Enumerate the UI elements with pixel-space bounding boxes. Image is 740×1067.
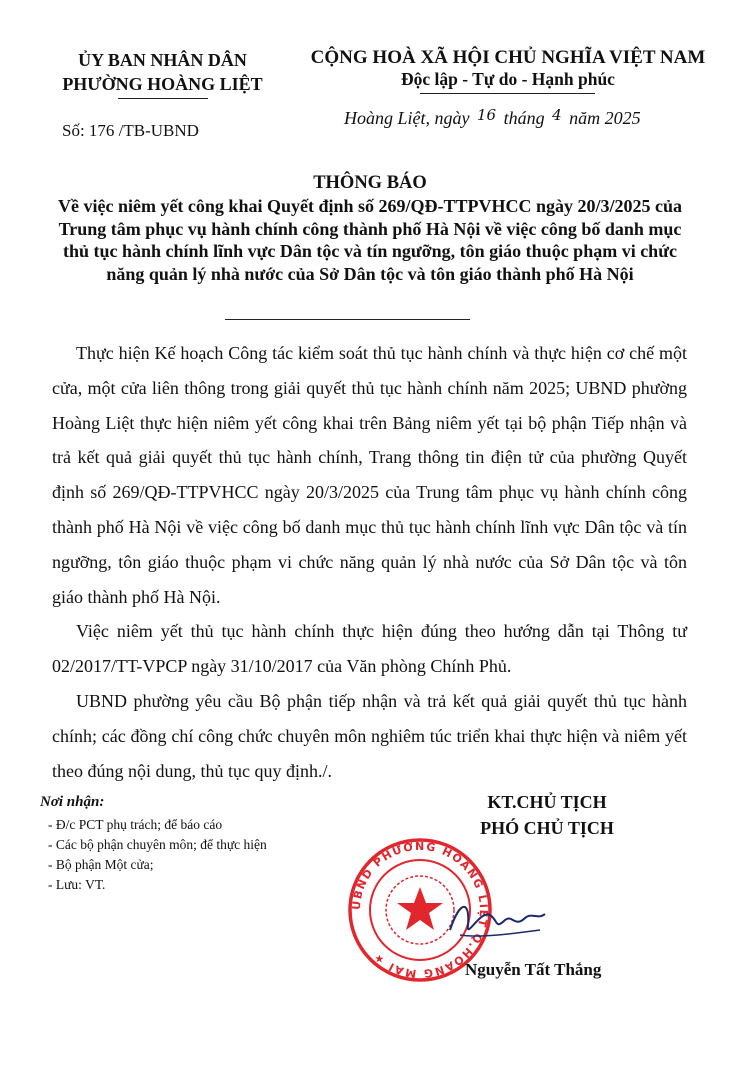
date-month: 4 — [552, 106, 562, 124]
document-title: THÔNG BÁO — [313, 173, 427, 193]
date-month-label: tháng — [503, 108, 545, 128]
recipient-item: - Bộ phận Một cửa; — [48, 857, 154, 872]
document-body — [52, 336, 687, 788]
issuing-authority — [40, 48, 285, 96]
recipient-item: - Đ/c PCT phụ trách; để báo cáo — [48, 817, 223, 832]
handwritten-signature — [440, 890, 550, 950]
date-line — [344, 108, 641, 129]
subject-underline — [225, 319, 470, 320]
date-year: năm 2025 — [569, 108, 641, 128]
date-day: 16 — [477, 106, 497, 124]
body-paragraph-1: Thực hiện Kế hoạch Công tác kiểm soát thủ tục hành chính và thực hiện cơ chế một cửa, một cửa liên thông trong giải quyết thủ tục hành chính năm 2025; UBND phường Hoàng Liệt thực hiện niêm yết công khai trên Bảng niêm yết tại bộ phận Tiếp nhận và trả kết quả giải quyết thủ tục hành chính, Trang thông tin điện tử của phường Quyết định số 269/QĐ-TTPVHCC ngày 20/3/2025 của Trung tâm phục vụ hành chính công thành phố Hà Nội về việc công bố danh mục thủ tục hành chính lĩnh vực Dân tộc và tín ngưỡng, tôn giáo thuộc phạm vi chức năng quản lý nhà nước của Sở Dân tộc và tôn giáo thành phố Hà Nội. — [52, 343, 687, 607]
org-underline — [118, 98, 208, 99]
recipient-item: - Các bộ phận chuyên môn; để thực hiện — [48, 837, 267, 852]
national-title: CỘNG HOÀ XÃ HỘI CHỦ NGHĨA VIỆT NAM — [310, 47, 706, 68]
recipient-item: - Lưu: VT. — [48, 877, 106, 892]
body-paragraph-2: Việc niêm yết thủ tục hành chính thực hiện đúng theo hướng dẫn tại Thông tư 02/2017/TT-VPCP ngày 31/10/2017 của Văn phòng Chính Phủ. — [52, 621, 687, 677]
recipients-list — [48, 815, 267, 895]
recipients-title: Nơi nhận: — [40, 794, 105, 810]
signer-position: PHÓ CHỦ TỊCH — [480, 818, 614, 838]
document-number: Số: 176 /TB-UBND — [62, 121, 199, 140]
date-place: Hoàng Liệt, ngày — [344, 108, 470, 128]
signer-name: Nguyễn Tất Thắng — [465, 960, 602, 979]
signer-authority: KT.CHỦ TỊCH — [487, 792, 607, 812]
motto-underline — [420, 93, 595, 94]
svg-text:UBND PHƯỜNG HOÀNG LIỆT Q.HOÀNG: UBND PHƯỜNG HOÀNG LIỆT Q.HOÀNG MAI ★ — [349, 839, 491, 981]
org-line-2: PHƯỜNG HOÀNG LIỆT — [62, 74, 263, 94]
document-subject: Về việc niêm yết công khai Quyết định số 269/QĐ-TTPVHCC ngày 20/3/2025 của Trung tâm phục vụ hành chính công thành phố Hà Nội về việc công bố danh mục thủ tục hành chính lĩnh vực Dân tộc và tín ngưỡng, tôn giáo thuộc phạm vi chức năng quản lý nhà nước của Sở Dân tộc và tôn giáo thành phố Hà Nội — [57, 196, 682, 284]
national-motto: Độc lập - Tự do - Hạnh phúc — [401, 69, 615, 89]
body-paragraph-3: UBND phường yêu cầu Bộ phận tiếp nhận và trả kết quả giải quyết thủ tục hành chính; các đồng chí công chức chuyên môn nghiêm túc triển khai thực hiện và niêm yết theo đúng nội dung, thủ tục quy định./. — [52, 690, 687, 781]
org-line-1: ỦY BAN NHÂN DÂN — [78, 50, 247, 70]
